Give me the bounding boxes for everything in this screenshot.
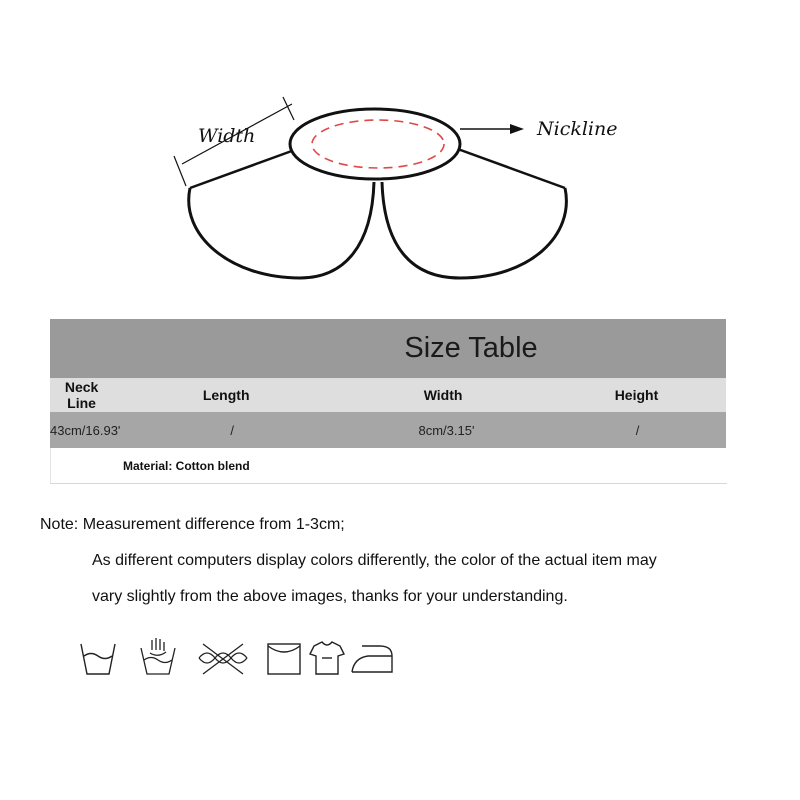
note-line-2: As different computers display colors differently, the color of the actual item may — [92, 552, 657, 569]
iron-icon — [352, 646, 392, 672]
width-label: Width — [198, 125, 256, 147]
care-icons — [78, 636, 398, 680]
header-width: Width — [423, 387, 463, 403]
size-table-material-row — [50, 448, 727, 484]
neckline-label: Nickline — [537, 118, 618, 140]
width-measure-end-left — [174, 156, 186, 186]
value-height: / — [635, 422, 640, 438]
dry-flat-icon — [310, 642, 344, 674]
tumble-dry-icon — [268, 644, 300, 674]
size-table — [50, 319, 726, 484]
header-height: Height — [614, 387, 659, 403]
left-wing-top — [190, 148, 300, 188]
size-table-title: Size Table — [404, 332, 538, 364]
note-line-1: Note: Measurement difference from 1-3cm; — [40, 516, 345, 533]
size-table-values-row — [50, 412, 726, 448]
right-collar-wing — [382, 182, 566, 278]
left-collar-wing — [189, 182, 374, 278]
size-table-title-row — [50, 319, 726, 378]
header-neck-line: Neck Line — [64, 379, 99, 411]
neckline-arrow-head — [510, 124, 524, 134]
no-wring-icon — [199, 644, 247, 674]
wash-tub-icon — [81, 644, 115, 674]
value-neck-line: 43cm/16.93' — [50, 422, 121, 438]
header-length: Length — [202, 387, 250, 403]
hand-wash-icon — [141, 638, 175, 674]
value-length: / — [230, 422, 234, 438]
material-text: Material: Cotton blend — [123, 458, 250, 473]
collar-diagram — [0, 0, 800, 310]
right-wing-top — [455, 148, 565, 188]
value-width: 8cm/3.15' — [418, 422, 475, 438]
note-line-3: vary slightly from the above images, thanks for your understanding. — [92, 588, 568, 605]
note — [40, 512, 790, 620]
size-table-header-row — [50, 378, 726, 412]
